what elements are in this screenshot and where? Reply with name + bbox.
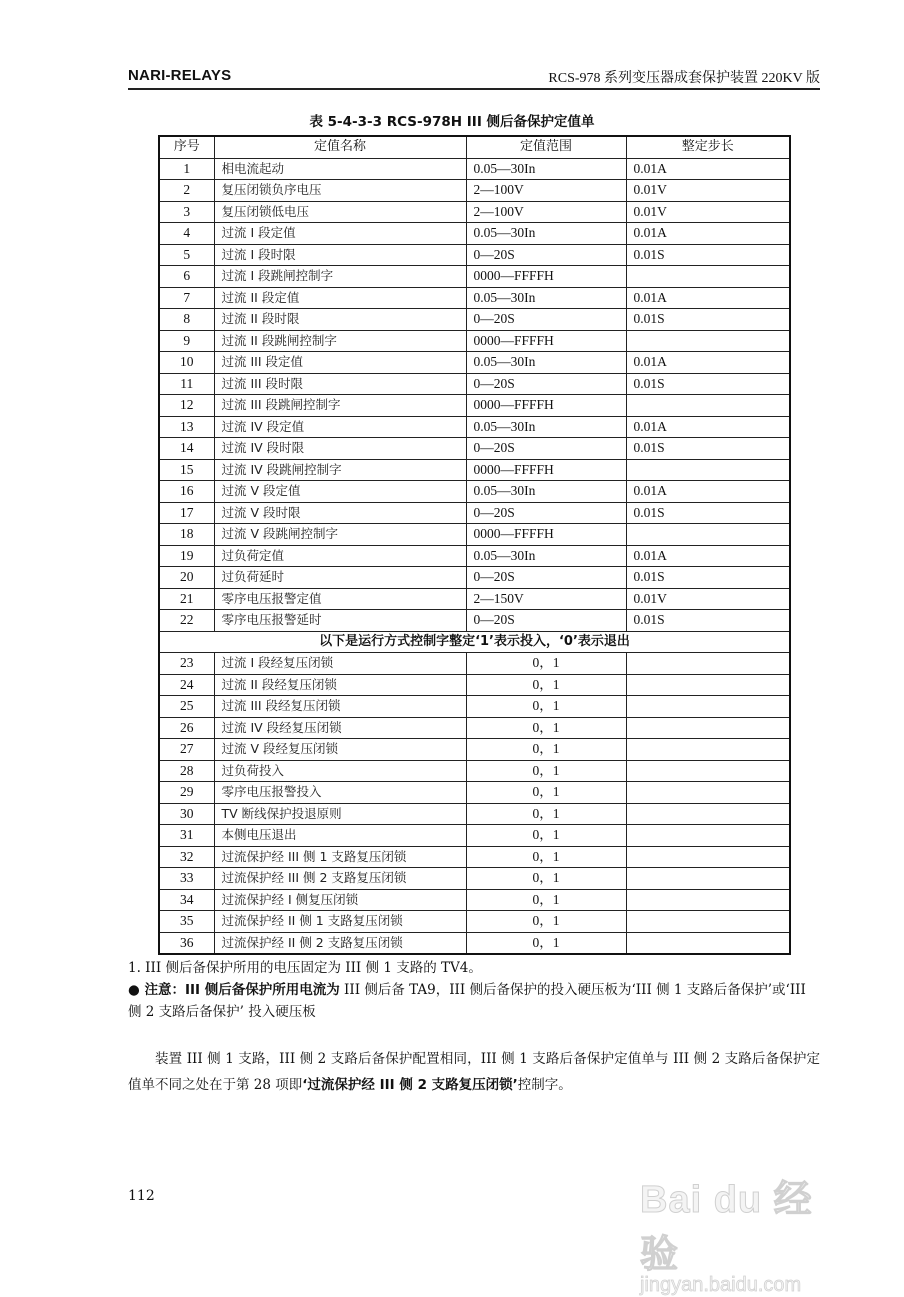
table-row	[159, 717, 790, 739]
setting-range: 0000—FFFFH	[466, 330, 626, 352]
setting-range: 0—20S	[466, 373, 626, 395]
table-row	[159, 352, 790, 374]
table-row	[159, 653, 790, 675]
setting-range: 0000—FFFFH	[466, 459, 626, 481]
note-1: 1. III 侧后备保护所用的电压固定为 III 侧 1 支路的 TV4。	[128, 960, 482, 976]
setting-range: 0，1	[466, 803, 626, 825]
setting-name: 零序电压报警延时	[214, 610, 466, 632]
table-row	[159, 502, 790, 524]
page-number: 112	[128, 1188, 155, 1204]
setting-name: 过负荷投入	[214, 760, 466, 782]
row-number: 20	[159, 567, 214, 589]
table-row	[159, 696, 790, 718]
row-number: 11	[159, 373, 214, 395]
setting-range: 0，1	[466, 868, 626, 890]
setting-range: 2—150V	[466, 588, 626, 610]
setting-step	[626, 868, 790, 890]
table-row	[159, 330, 790, 352]
setting-step	[626, 739, 790, 761]
setting-step	[626, 889, 790, 911]
setting-step: 0.01A	[626, 223, 790, 245]
body-paragraph	[128, 1046, 820, 1098]
setting-range: 0.05—30In	[466, 352, 626, 374]
row-number: 5	[159, 244, 214, 266]
setting-name: 过流 I 段时限	[214, 244, 466, 266]
setting-name: 本侧电压退出	[214, 825, 466, 847]
row-number: 15	[159, 459, 214, 481]
row-number: 36	[159, 932, 214, 954]
row-number: 31	[159, 825, 214, 847]
row-number: 4	[159, 223, 214, 245]
table-row	[159, 223, 790, 245]
setting-range: 0，1	[466, 760, 626, 782]
setting-step: 0.01S	[626, 502, 790, 524]
setting-name: 过流 III 段跳闸控制字	[214, 395, 466, 417]
setting-step: 0.01V	[626, 201, 790, 223]
settings-rows	[159, 158, 790, 631]
setting-range: 0000—FFFFH	[466, 524, 626, 546]
table-row	[159, 739, 790, 761]
setting-range: 0，1	[466, 696, 626, 718]
setting-range: 0，1	[466, 782, 626, 804]
column-header-no: 序号	[159, 136, 214, 158]
row-number: 3	[159, 201, 214, 223]
row-number: 32	[159, 846, 214, 868]
row-number: 12	[159, 395, 214, 417]
bullet-icon: ●	[128, 982, 140, 998]
setting-step: 0.01S	[626, 567, 790, 589]
setting-name: 过流保护经 II 侧 1 支路复压闭锁	[214, 911, 466, 933]
table-row	[159, 760, 790, 782]
row-number: 17	[159, 502, 214, 524]
row-number: 35	[159, 911, 214, 933]
row-number: 10	[159, 352, 214, 374]
section-note: 以下是运行方式控制字整定‘1’表示投入，‘0’表示退出	[159, 631, 790, 653]
setting-range: 0，1	[466, 739, 626, 761]
settings-table	[158, 135, 791, 955]
setting-step	[626, 696, 790, 718]
row-number: 34	[159, 889, 214, 911]
setting-step: 0.01S	[626, 438, 790, 460]
setting-name: 过流 III 段经复压闭锁	[214, 696, 466, 718]
table-row	[159, 782, 790, 804]
setting-name: 过流 I 段跳闸控制字	[214, 266, 466, 288]
setting-name: 过流 IV 段定值	[214, 416, 466, 438]
table-row	[159, 459, 790, 481]
setting-name: 过流 V 段定值	[214, 481, 466, 503]
setting-step	[626, 674, 790, 696]
setting-step	[626, 653, 790, 675]
section-note-row	[159, 631, 790, 653]
setting-name: 过负荷延时	[214, 567, 466, 589]
table-row	[159, 524, 790, 546]
setting-range: 0—20S	[466, 244, 626, 266]
row-number: 24	[159, 674, 214, 696]
row-number: 16	[159, 481, 214, 503]
table-row	[159, 567, 790, 589]
setting-step	[626, 524, 790, 546]
setting-range: 0，1	[466, 653, 626, 675]
setting-name: 过流 II 段定值	[214, 287, 466, 309]
table-row	[159, 201, 790, 223]
row-number: 26	[159, 717, 214, 739]
table-row	[159, 545, 790, 567]
setting-range: 0—20S	[466, 502, 626, 524]
setting-name: 过流 II 段时限	[214, 309, 466, 331]
brand-logo: NARI-RELAYS	[128, 67, 232, 84]
setting-range: 0，1	[466, 825, 626, 847]
table-row	[159, 674, 790, 696]
setting-step: 0.01V	[626, 588, 790, 610]
setting-step	[626, 395, 790, 417]
setting-step: 0.01A	[626, 287, 790, 309]
setting-range: 0.05—30In	[466, 481, 626, 503]
setting-name: 过流保护经 II 侧 2 支路复压闭锁	[214, 932, 466, 954]
document-title: RCS-978 系列变压器成套保护装置 220KV 版	[548, 71, 820, 86]
setting-range: 0.05—30In	[466, 416, 626, 438]
row-number: 28	[159, 760, 214, 782]
setting-step: 0.01A	[626, 545, 790, 567]
setting-name: 过流保护经 III 侧 2 支路复压闭锁	[214, 868, 466, 890]
setting-step: 0.01S	[626, 244, 790, 266]
setting-range: 0000—FFFFH	[466, 395, 626, 417]
setting-name: 过流 I 段定值	[214, 223, 466, 245]
setting-step	[626, 782, 790, 804]
row-number: 18	[159, 524, 214, 546]
setting-step: 0.01A	[626, 352, 790, 374]
setting-step: 0.01S	[626, 373, 790, 395]
row-number: 30	[159, 803, 214, 825]
setting-range: 0—20S	[466, 610, 626, 632]
setting-name: 过流 III 段时限	[214, 373, 466, 395]
row-number: 2	[159, 180, 214, 202]
setting-name: TV 断线保护投退原则	[214, 803, 466, 825]
row-number: 7	[159, 287, 214, 309]
setting-step	[626, 846, 790, 868]
setting-name: 过流保护经 I 侧复压闭锁	[214, 889, 466, 911]
paragraph-text-end: 控制字。	[517, 1077, 572, 1093]
row-number: 27	[159, 739, 214, 761]
setting-name: 过流 II 段跳闸控制字	[214, 330, 466, 352]
setting-step	[626, 825, 790, 847]
baidu-paw-icon: Bai du 经验	[640, 1179, 813, 1276]
setting-name: 过流 III 段定值	[214, 352, 466, 374]
table-row	[159, 309, 790, 331]
row-number: 33	[159, 868, 214, 890]
page-header	[128, 66, 820, 90]
setting-name: 复压闭锁低电压	[214, 201, 466, 223]
setting-range: 2—100V	[466, 201, 626, 223]
table-row	[159, 803, 790, 825]
row-number: 29	[159, 782, 214, 804]
watermark	[640, 1168, 840, 1296]
table-caption: 表 5-4-3-3 RCS-978H III 侧后备保护定值单	[309, 114, 595, 130]
column-header-range: 定值范围	[466, 136, 626, 158]
setting-range: 0000—FFFFH	[466, 266, 626, 288]
setting-step	[626, 803, 790, 825]
setting-step	[626, 932, 790, 954]
row-number: 8	[159, 309, 214, 331]
setting-step: 0.01S	[626, 610, 790, 632]
table-row	[159, 868, 790, 890]
row-number: 22	[159, 610, 214, 632]
setting-name: 过流 IV 段经复压闭锁	[214, 717, 466, 739]
setting-name: 过流 V 段时限	[214, 502, 466, 524]
row-number: 25	[159, 696, 214, 718]
setting-name: 过负荷定值	[214, 545, 466, 567]
row-number: 19	[159, 545, 214, 567]
table-row	[159, 266, 790, 288]
table-row	[159, 244, 790, 266]
setting-name: 过流 IV 段时限	[214, 438, 466, 460]
row-number: 9	[159, 330, 214, 352]
setting-name: 过流 V 段跳闸控制字	[214, 524, 466, 546]
table-row	[159, 889, 790, 911]
setting-step: 0.01S	[626, 309, 790, 331]
setting-range: 0，1	[466, 846, 626, 868]
setting-range: 0—20S	[466, 438, 626, 460]
setting-step: 0.01A	[626, 416, 790, 438]
table-row	[159, 588, 790, 610]
setting-name: 过流 II 段经复压闭锁	[214, 674, 466, 696]
table-row	[159, 180, 790, 202]
note-2-text: III 侧后备 TA9，III 侧后备保护的投入硬压板为‘III 侧 1 支路后备保护’或‘III 侧 2 支路后备保护’ 投入硬压板	[128, 982, 806, 1020]
table-header-row	[159, 136, 790, 158]
watermark-url: jingyan.baidu.com	[640, 1274, 802, 1296]
table-row	[159, 438, 790, 460]
setting-step: 0.01A	[626, 481, 790, 503]
setting-name: 复压闭锁负序电压	[214, 180, 466, 202]
setting-step	[626, 717, 790, 739]
table-row	[159, 610, 790, 632]
setting-name: 过流保护经 III 侧 1 支路复压闭锁	[214, 846, 466, 868]
column-header-name: 定值名称	[214, 136, 466, 158]
setting-name: 过流 V 段经复压闭锁	[214, 739, 466, 761]
setting-range: 0，1	[466, 911, 626, 933]
table-row	[159, 911, 790, 933]
table-row	[159, 158, 790, 180]
column-header-step: 整定步长	[626, 136, 790, 158]
setting-range: 0—20S	[466, 567, 626, 589]
table-row	[159, 416, 790, 438]
table-row	[159, 373, 790, 395]
control-word-rows	[159, 653, 790, 955]
table-row	[159, 395, 790, 417]
row-number: 6	[159, 266, 214, 288]
setting-range: 2—100V	[466, 180, 626, 202]
row-number: 13	[159, 416, 214, 438]
row-number: 14	[159, 438, 214, 460]
setting-step	[626, 330, 790, 352]
row-number: 23	[159, 653, 214, 675]
setting-name: 零序电压报警定值	[214, 588, 466, 610]
setting-range: 0.05—30In	[466, 545, 626, 567]
setting-name: 过流 I 段经复压闭锁	[214, 653, 466, 675]
note-2-bold: 注意：III 侧后备保护所用电流为	[139, 982, 340, 998]
setting-range: 0.05—30In	[466, 223, 626, 245]
paragraph-bold: ‘过流保护经 III 侧 2 支路复压闭锁’	[302, 1077, 518, 1093]
setting-range: 0，1	[466, 932, 626, 954]
table-row	[159, 287, 790, 309]
paragraph-text: 装置 III 侧 1 支路，III 侧 2 支路后备保护配置相同，III 侧 1 支路后备保护定值单与 III 侧 2 支路后备保护定值单不同之处在于第 28 项即	[128, 1051, 820, 1093]
setting-step: 0.01V	[626, 180, 790, 202]
row-number: 21	[159, 588, 214, 610]
table-row	[159, 846, 790, 868]
note-2	[128, 979, 820, 1023]
setting-step	[626, 266, 790, 288]
setting-name: 过流 IV 段跳闸控制字	[214, 459, 466, 481]
setting-range: 0，1	[466, 889, 626, 911]
table-row	[159, 825, 790, 847]
setting-range: 0.05—30In	[466, 287, 626, 309]
setting-name: 零序电压报警投入	[214, 782, 466, 804]
setting-step: 0.01A	[626, 158, 790, 180]
setting-name: 相电流起动	[214, 158, 466, 180]
setting-range: 0，1	[466, 717, 626, 739]
table-row	[159, 481, 790, 503]
setting-range: 0—20S	[466, 309, 626, 331]
setting-step	[626, 760, 790, 782]
table-row	[159, 932, 790, 954]
row-number: 1	[159, 158, 214, 180]
setting-range: 0.05—30In	[466, 158, 626, 180]
setting-step	[626, 911, 790, 933]
setting-range: 0，1	[466, 674, 626, 696]
setting-step	[626, 459, 790, 481]
